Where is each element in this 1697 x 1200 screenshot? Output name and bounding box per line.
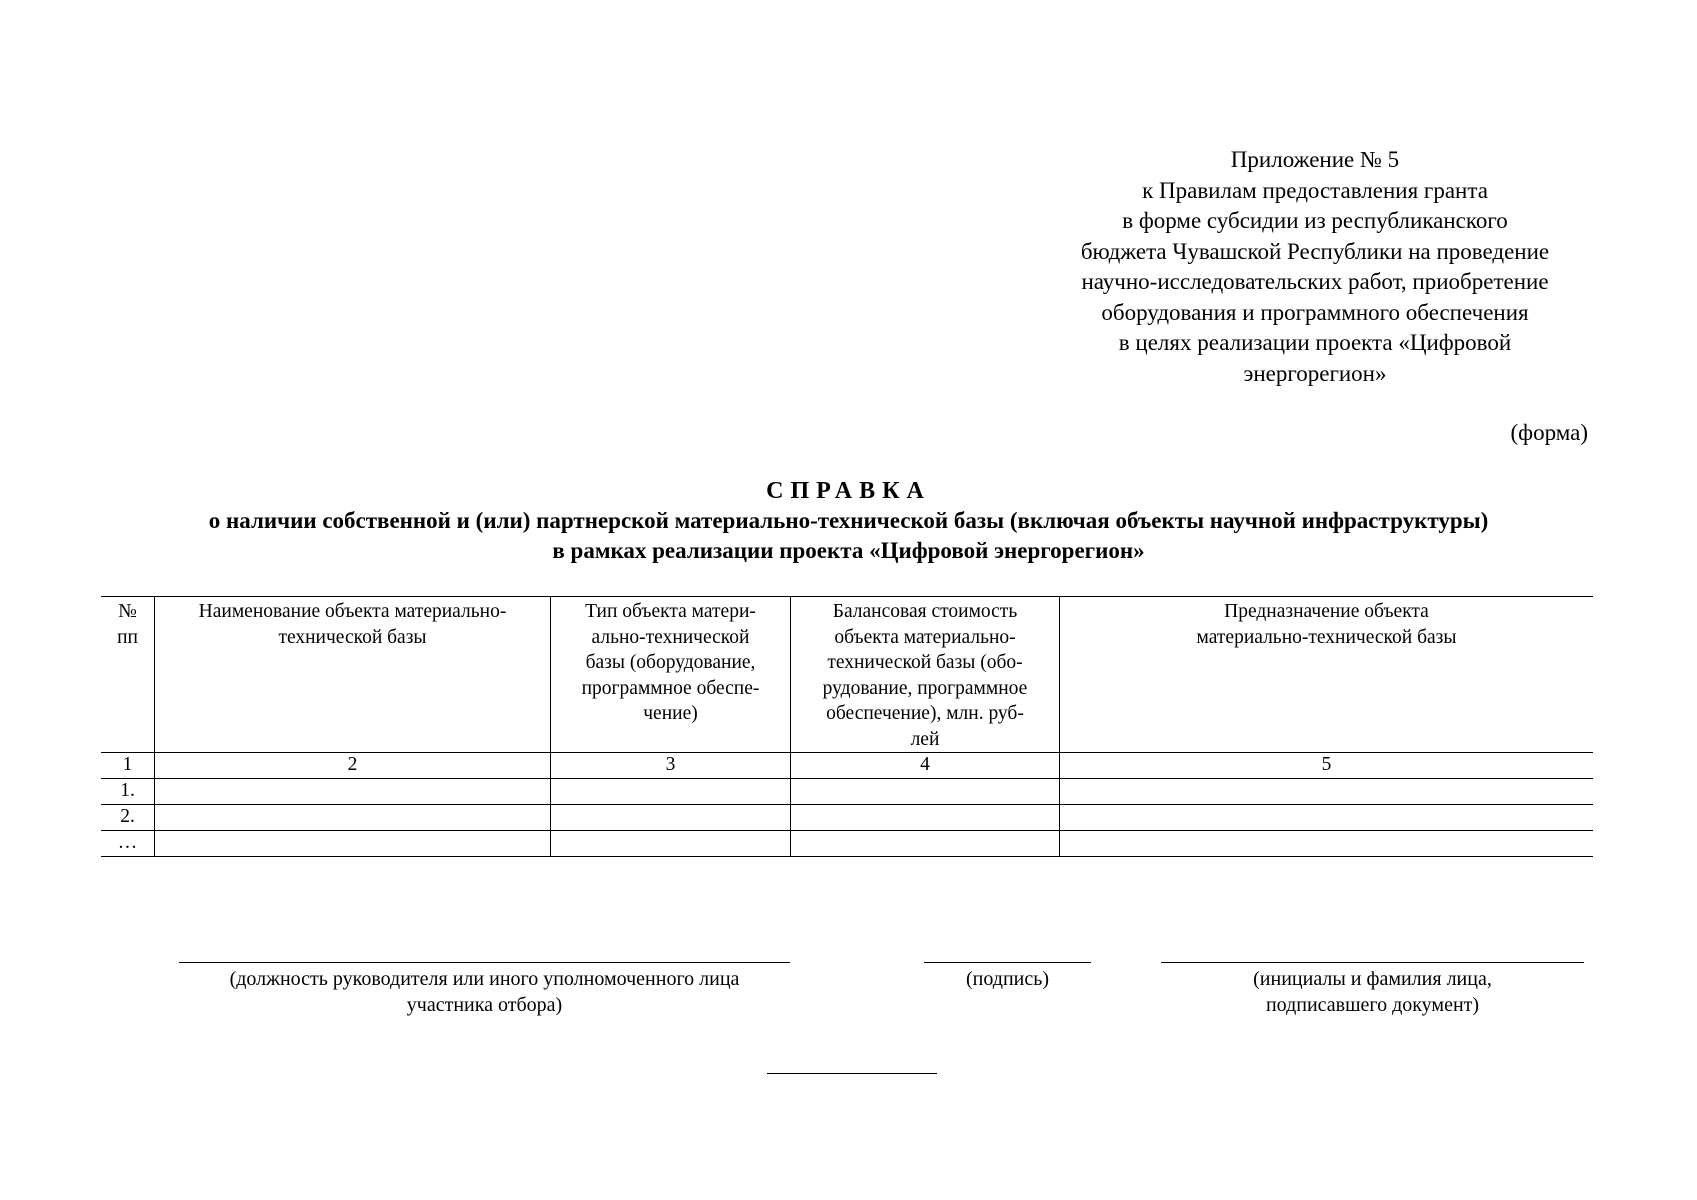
column-number-cell: 4	[791, 753, 1060, 779]
signature-line	[924, 962, 1091, 963]
appendix-line: Приложение № 5	[1230, 147, 1400, 172]
header-text-line: Балансовая стоимость	[832, 601, 1018, 622]
caption-line: (должность руководителя или иного уполномоченного лица	[229, 968, 740, 990]
appendix-block	[1035, 145, 1595, 389]
bottom-separator-line	[767, 1073, 937, 1074]
header-cell-object-name	[155, 597, 551, 753]
header-text-line: ально-технической	[591, 626, 750, 648]
document-subtitle-line: о наличии собственной и (или) партнерской материально-технической базы (включая объекты научной инфраструктуры)	[208, 508, 1489, 533]
row-number-cell: 1.	[101, 779, 155, 805]
table-cell	[551, 805, 791, 831]
appendix-line: оборудования и программного обеспечения	[1101, 299, 1529, 325]
position-signature-line	[179, 962, 790, 963]
header-text-line: программное обеспе-	[581, 677, 760, 699]
position-caption	[179, 966, 790, 1018]
appendix-line: научно-исследовательских работ, приобретение	[1081, 269, 1549, 294]
header-text-line: базы (оборудование,	[585, 652, 756, 673]
caption-line: (инициалы и фамилия лица,	[1253, 968, 1492, 990]
form-note: (форма)	[1510, 420, 1588, 445]
signature-caption	[924, 966, 1091, 992]
table-cell	[155, 779, 551, 805]
column-number-cell: 2	[155, 753, 551, 779]
appendix-line: в форме субсидии из республиканского	[1122, 208, 1508, 233]
column-number-row	[101, 753, 1593, 779]
column-number-cell: 3	[551, 753, 791, 779]
table-cell	[791, 831, 1060, 857]
appendix-line: к Правилам предоставления гранта	[1142, 177, 1488, 203]
row-number-cell: …	[101, 831, 155, 857]
name-caption	[1161, 966, 1584, 1018]
table-header-row	[101, 597, 1593, 753]
header-text-line: Предназначение объекта	[1224, 601, 1429, 622]
table-cell	[791, 805, 1060, 831]
header-cell-purpose	[1060, 597, 1594, 753]
header-text-line: Наименование объекта материально-	[198, 601, 507, 622]
header-text-line: объекта материально-	[834, 626, 1016, 648]
header-text-line: чение)	[643, 703, 698, 724]
document-title-block	[0, 476, 1697, 566]
table-cell	[551, 831, 791, 857]
header-text-line: технической базы (обо-	[827, 652, 1023, 673]
table-cell	[791, 779, 1060, 805]
name-signature-line	[1161, 962, 1584, 963]
caption-line: подписавшего документ)	[1265, 994, 1480, 1016]
table-cell	[1060, 779, 1594, 805]
header-cell-object-type	[551, 597, 791, 753]
header-cell-number	[101, 597, 155, 753]
header-text-line: обеспечение), млн. руб-	[826, 703, 1024, 724]
caption-line: (подпись)	[965, 968, 1050, 990]
header-text-line: лей	[910, 728, 940, 750]
table-cell	[155, 831, 551, 857]
material-base-table	[101, 596, 1593, 857]
header-text-line: материально-технической базы	[1196, 626, 1457, 648]
appendix-line: энергорегион»	[1243, 360, 1387, 386]
caption-line: участника отбора)	[406, 994, 563, 1016]
table-cell	[1060, 805, 1594, 831]
header-text-line: рудование, программное	[822, 677, 1028, 699]
header-text-line: Тип объекта матери-	[585, 601, 756, 622]
table-cell	[551, 779, 791, 805]
row-number-cell: 2.	[101, 805, 155, 831]
table-cell	[155, 805, 551, 831]
header-cell-balance-value	[791, 597, 1060, 753]
appendix-line: в целях реализации проекта «Цифровой	[1118, 330, 1512, 355]
document-subtitle-line: в рамках реализации проекта «Цифровой энергорегион»	[552, 538, 1145, 563]
header-text-line: №	[118, 601, 137, 622]
document-title: СПРАВКА	[766, 478, 931, 504]
header-text-line: пп	[117, 626, 138, 648]
table-row	[101, 779, 1593, 805]
table-row	[101, 831, 1593, 857]
column-number-cell: 1	[101, 753, 155, 779]
appendix-line: бюджета Чувашской Республики на проведение	[1080, 238, 1550, 264]
table-cell	[1060, 831, 1594, 857]
header-text-line: технической базы	[278, 626, 427, 648]
table-row	[101, 805, 1593, 831]
column-number-cell: 5	[1060, 753, 1594, 779]
